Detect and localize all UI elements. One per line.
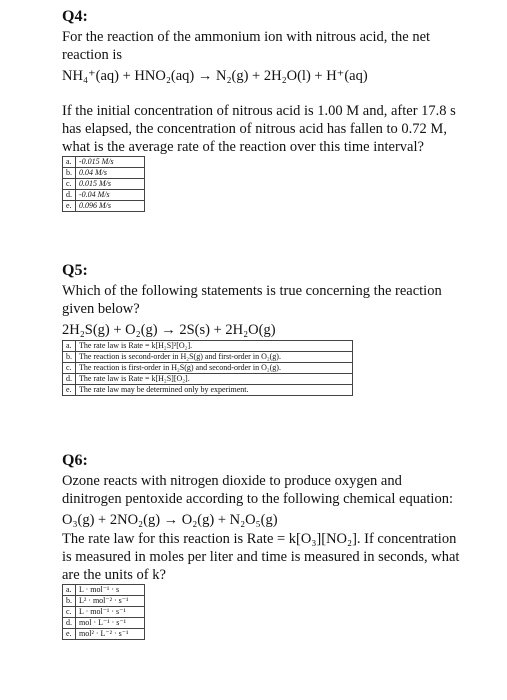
question-4-options — [62, 156, 145, 212]
option-letter: e. — [63, 629, 76, 640]
option-letter: c. — [63, 363, 76, 374]
option-row[interactable] — [63, 201, 145, 212]
option-text: The rate law is Rate = k[H₂S][O₂]. — [76, 374, 353, 385]
option-row[interactable] — [63, 374, 353, 385]
option-letter: d. — [63, 374, 76, 385]
option-letter: d. — [63, 618, 76, 629]
option-row[interactable] — [63, 618, 145, 629]
option-text: -0.015 M/s — [76, 157, 145, 168]
question-6-options — [62, 584, 145, 640]
option-row[interactable] — [63, 596, 145, 607]
question-5 — [62, 262, 462, 396]
option-row[interactable] — [63, 157, 145, 168]
option-letter: c. — [63, 607, 76, 618]
option-letter: d. — [63, 190, 76, 201]
option-letter: a. — [63, 585, 76, 596]
option-row[interactable] — [63, 352, 353, 363]
option-row[interactable] — [63, 190, 145, 201]
option-text: mol² · L⁻² · s⁻¹ — [76, 629, 145, 640]
option-letter: a. — [63, 341, 76, 352]
option-row[interactable] — [63, 385, 353, 396]
option-letter: e. — [63, 385, 76, 396]
question-4-equation: NH₄⁺(aq) + HNO₂(aq) → N₂(g) + 2H₂O(l) + H⁺(aq) — [62, 68, 368, 84]
question-4 — [62, 8, 462, 212]
option-text: -0.04 M/s — [76, 190, 145, 201]
option-text: 0.015 M/s — [76, 179, 145, 190]
option-row[interactable] — [63, 585, 145, 596]
option-row[interactable] — [63, 607, 145, 618]
option-letter: b. — [63, 596, 76, 607]
option-row[interactable] — [63, 629, 145, 640]
question-5-options — [62, 340, 353, 396]
question-6-equation: O₃(g) + 2NO₂(g) → O₂(g) + N₂O₅(g) — [62, 512, 278, 528]
option-text: The rate law is Rate = k[H₂S]²[O₂]. — [76, 341, 353, 352]
option-text: mol · L⁻¹ · s⁻¹ — [76, 618, 145, 629]
option-letter: b. — [63, 168, 76, 179]
option-row[interactable] — [63, 341, 353, 352]
option-text: 0.096 M/s — [76, 201, 145, 212]
option-letter: b. — [63, 352, 76, 363]
question-6-intro: Ozone reacts with nitrogen dioxide to produce oxygen and dinitrogen pentoxide according to the following chemical equation: — [62, 473, 453, 507]
option-letter: e. — [63, 201, 76, 212]
option-text: L² · mol⁻² · s⁻¹ — [76, 596, 145, 607]
option-text: 0.04 M/s — [76, 168, 145, 179]
question-5-equation: 2H₂S(g) + O₂(g) → 2S(s) + 2H₂O(g) — [62, 322, 276, 338]
question-4-intro: For the reaction of the ammonium ion with nitrous acid, the net reaction is — [62, 29, 431, 63]
option-text: L · mol⁻¹ · s⁻¹ — [76, 607, 145, 618]
question-5-text: Which of the following statements is true concerning the reaction given below? — [62, 283, 442, 317]
option-text: The rate law may be determined only by experiment. — [76, 385, 353, 396]
option-row[interactable] — [63, 363, 353, 374]
question-6-title: Q6: — [62, 452, 88, 469]
option-letter: c. — [63, 179, 76, 190]
option-letter: a. — [63, 157, 76, 168]
question-4-title: Q4: — [62, 8, 88, 25]
question-5-title: Q5: — [62, 262, 88, 279]
option-row[interactable] — [63, 179, 145, 190]
question-6-text: The rate law for this reaction is Rate = k[O₃][NO₂]. If concentration is measured in moles per liter and time is measured in seconds, what are the units of k? — [62, 531, 460, 583]
question-4-text: If the initial concentration of nitrous acid is 1.00 M and, after 17.8 s has elapsed, the concentration of nitrous acid has fallen to 0.72 M, what is the average rate of the reaction over this time interval? — [62, 103, 456, 155]
option-text: The reaction is second-order in H₂S(g) and first-order in O₂(g). — [76, 352, 353, 363]
option-text: The reaction is first-order in H₂S(g) and second-order in O₂(g). — [76, 363, 353, 374]
option-row[interactable] — [63, 168, 145, 179]
question-6 — [62, 452, 462, 640]
option-text: L · mol⁻¹ · s — [76, 585, 145, 596]
